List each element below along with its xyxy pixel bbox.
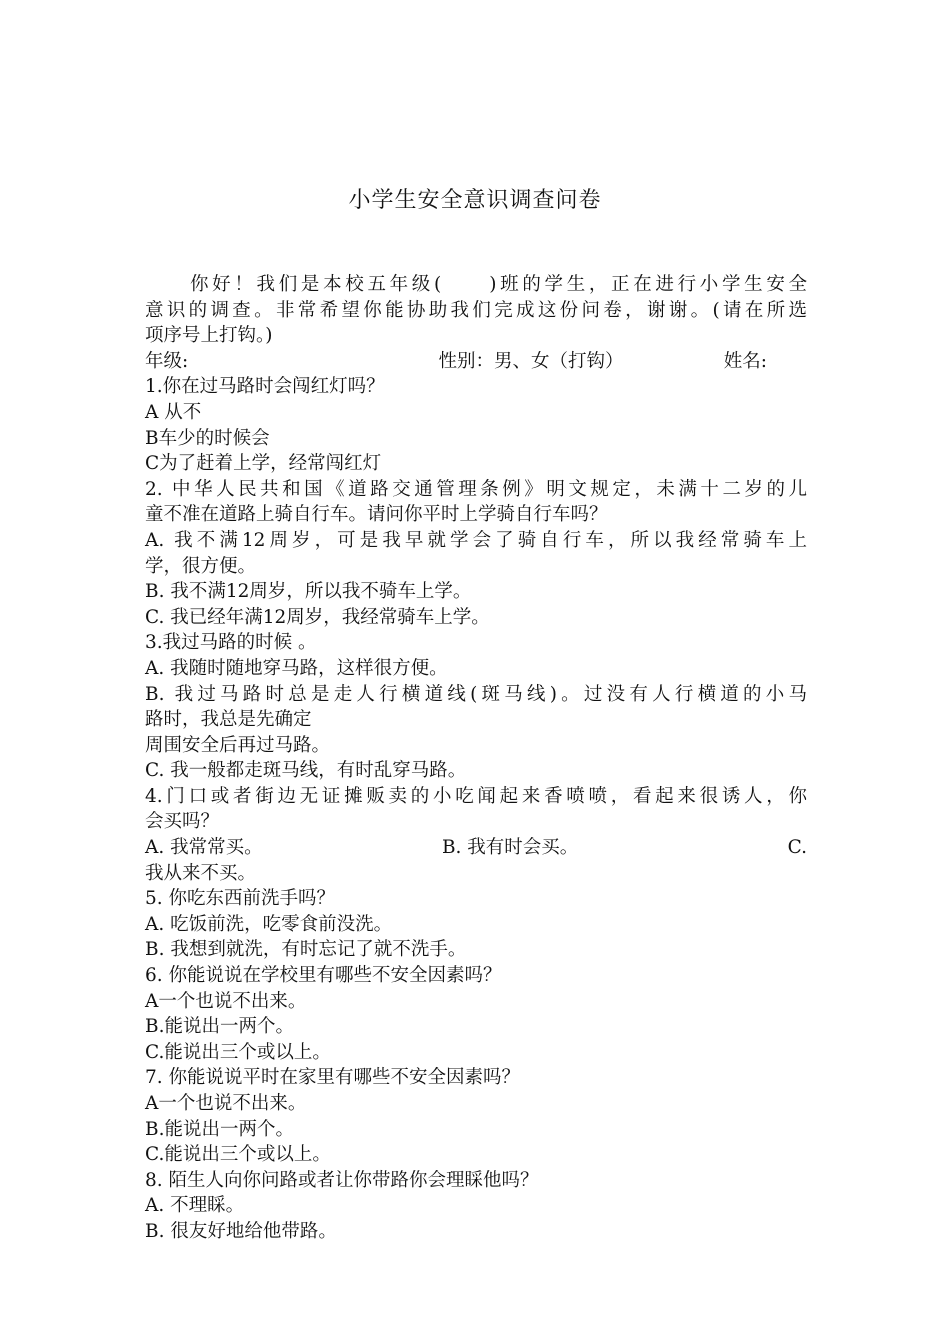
question-7-option: C.能说出三个或以上。	[145, 1144, 331, 1166]
question-4-cont: 会买吗？	[145, 811, 220, 833]
question-2-cont: 童不准在道路上骑自行车。请问你平时上学骑自行车吗？	[145, 504, 608, 526]
question-5: 5. 你吃东西前洗手吗？	[145, 888, 336, 910]
question-4-option-c-text: 我从来不买。	[145, 862, 257, 884]
intro-line-3: 项序号上打钩。)	[145, 325, 273, 347]
question-4-option-c-label: C.	[787, 837, 807, 859]
question-1-option: C为了赶着上学，经常闯红灯	[145, 453, 382, 475]
question-6-option: B.能说出一两个。	[145, 1016, 294, 1038]
question-2-option-cont: 学，很方便。	[145, 555, 257, 577]
document-title: 小学生安全意识调查问卷	[348, 188, 602, 213]
question-3-option: B. 我过马路时总是走人行横道线(斑马线)。过没有人行横道的小马	[145, 683, 807, 705]
question-2-option: C. 我已经年满12周岁，我经常骑车上学。	[145, 606, 490, 628]
question-7-option: A一个也说不出来。	[145, 1093, 307, 1114]
grade-field-label: 年级:	[145, 350, 189, 372]
respondent-info-row	[145, 349, 807, 375]
question-3-option-cont: 周围安全后再过马路。	[145, 734, 331, 756]
question-8: 8. 陌生人向你问路或者让你带路你会理睬他吗？	[145, 1169, 539, 1191]
question-6-option: C.能说出三个或以上。	[145, 1041, 331, 1063]
question-1: 1.你在过马路时会闯红灯吗？	[145, 376, 385, 398]
questionnaire-body	[145, 272, 807, 1245]
name-field-label: 姓名:	[723, 350, 767, 372]
question-4: 4.门口或者街边无证摊贩卖的小吃闻起来香喷喷，看起来很诱人，你	[145, 785, 807, 807]
question-3-option: A. 我随时随地穿马路，这样很方便。	[145, 657, 448, 679]
question-2-option: A. 我不满12周岁，可是我早就学会了骑自行车，所以我经常骑车上	[145, 529, 807, 551]
gender-field-label: 性别：男、女（打钩）	[438, 350, 624, 372]
question-1-option: B车少的时候会	[145, 427, 270, 449]
question-4-option-b: B. 我有时会买。	[441, 837, 579, 859]
question-5-option: A. 吃饭前洗，吃零食前没洗。	[145, 913, 393, 935]
question-7: 7. 你能说说平时在家里有哪些不安全因素吗？	[145, 1067, 521, 1089]
question-3: 3.我过马路的时候 。	[145, 632, 317, 654]
question-8-option: A. 不理睬。	[145, 1195, 245, 1217]
question-6-option: A一个也说不出来。	[145, 990, 307, 1012]
question-1-option: A 从不	[145, 401, 202, 423]
question-3-option-cont: 路时，我总是先确定	[145, 709, 312, 731]
question-2: 2. 中华人民共和国《道路交通管理条例》明文规定，未满十二岁的儿	[145, 478, 807, 500]
question-5-option: B. 我想到就洗，有时忘记了就不洗手。	[145, 939, 467, 961]
question-7-option: B.能说出一两个。	[145, 1118, 294, 1140]
question-8-option: B. 很友好地给他带路。	[145, 1220, 337, 1242]
question-6: 6. 你能说说在学校里有哪些不安全因素吗？	[145, 965, 502, 987]
question-2-option: B. 我不满12周岁，所以我不骑车上学。	[145, 581, 472, 603]
intro-line-2: 意识的调查。非常希望你能协助我们完成这份问卷，谢谢。(请在所选	[145, 299, 807, 321]
question-4-option-a: A. 我常常买。	[145, 837, 263, 859]
question-4-options-row	[145, 835, 807, 861]
intro-line-1: 你好！我们是本校五年级( )班的学生，正在进行小学生安全	[190, 274, 807, 295]
question-3-option: C. 我一般都走斑马线，有时乱穿马路。	[145, 760, 467, 782]
